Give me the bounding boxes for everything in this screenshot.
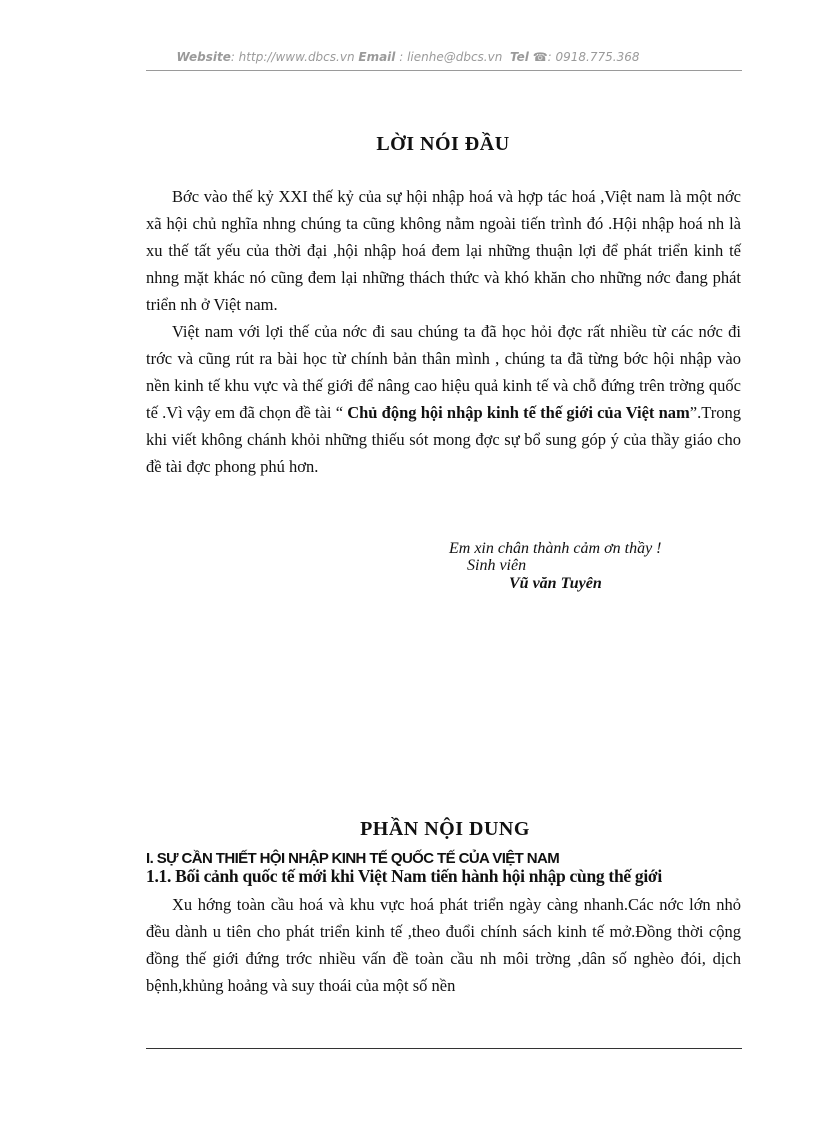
signature-name: Vũ văn Tuyên [509, 575, 602, 592]
intro-paragraph-1 [146, 183, 741, 318]
topic-title: Chủ động hội nhập kinh tế thế giới của Việt nam [343, 403, 690, 422]
page-header [0, 50, 816, 64]
thanks-line: Em xin chân thành cảm ơn thầy ! [449, 540, 662, 557]
intro-paragraph-2-tail: ”.Trong khi viết không chánh khỏi những thiếu sót mong đợc sự bổ sung góp ý của thầy giáo cho đề tài đợc phong phú hơn. [146, 403, 741, 476]
content-paragraph-1 [146, 891, 741, 999]
header-divider [146, 70, 742, 71]
content-paragraph-1-text: Xu hớng toàn cầu hoá và khu vực hoá phát triển ngày càng nhanh.Các nớc lớn nhỏ đều dành u tiên cho phát triển kinh tế ,theo đuổi chính sách kinh tế mở.Đồng thời cộng đồng thế giới đứng trớc nhiều vấn đề toàn cầu nh môi trờng ,dân số nghèo đói, dịch bệnh,khủng hoảng và suy thoái của một số nền [146, 895, 741, 995]
tel-label: Tel [509, 50, 529, 64]
footer-divider [146, 1048, 742, 1049]
intro-paragraph-2-text: Việt nam với lợi thế của nớc đi sau chúng ta đã học hỏi đợc rất nhiều từ các nớc đi trớc và cũng rút ra bài học từ chính bản thân mình , chúng ta đã từng bớc hội nhập vào nền kinh tế khu vực và thế giới để nâng cao hiệu quả kinh tế và chỗ đứng trên trờng quốc tế .Vì vậy em đã chọn đề tài “ [146, 322, 741, 422]
website-label: Website [176, 50, 231, 64]
heading-level-1: I. SỰ CẦN THIẾT HỘI NHẬP KINH TẾ QUỐC TẾ CỦA VIỆT NAM [146, 850, 560, 867]
intro-paragraph-2 [146, 318, 741, 480]
tel-value: : 0918.775.368 [547, 50, 640, 64]
phone-icon: ☎ [532, 50, 548, 64]
intro-paragraph-1-text: Bớc vào thế kỷ XXI thế kỷ của sự hội nhập hoá và hợp tác hoá ,Việt nam là một nớc xã hội chủ nghĩa nhng chúng ta cũng không nằm ngoài tiến trình đó .Hội nhập hoá nh là xu thế tất yếu của thời đại ,hội nhập hoá đem lại những thuận lợi để phát triển kinh tế nhng mặt khác nó cũng đem lại những thách thức và khó khăn cho những nớc đang phát triển nh ở Việt nam. [146, 187, 741, 314]
email-label: Email [358, 50, 396, 64]
signature-role: Sinh viên [467, 557, 527, 574]
section-title: PHẦN NỘI DUNG [360, 818, 530, 840]
website-value[interactable]: : http://www.dbcs.vn [230, 50, 355, 64]
email-value[interactable]: : lienhe@dbcs.vn [395, 50, 503, 64]
page-title: LỜI NÓI ĐẦU [376, 133, 510, 155]
heading-level-2: 1.1. Bối cảnh quốc tế mới khi Việt Nam tiến hành hội nhập cùng thế giới [146, 866, 662, 886]
